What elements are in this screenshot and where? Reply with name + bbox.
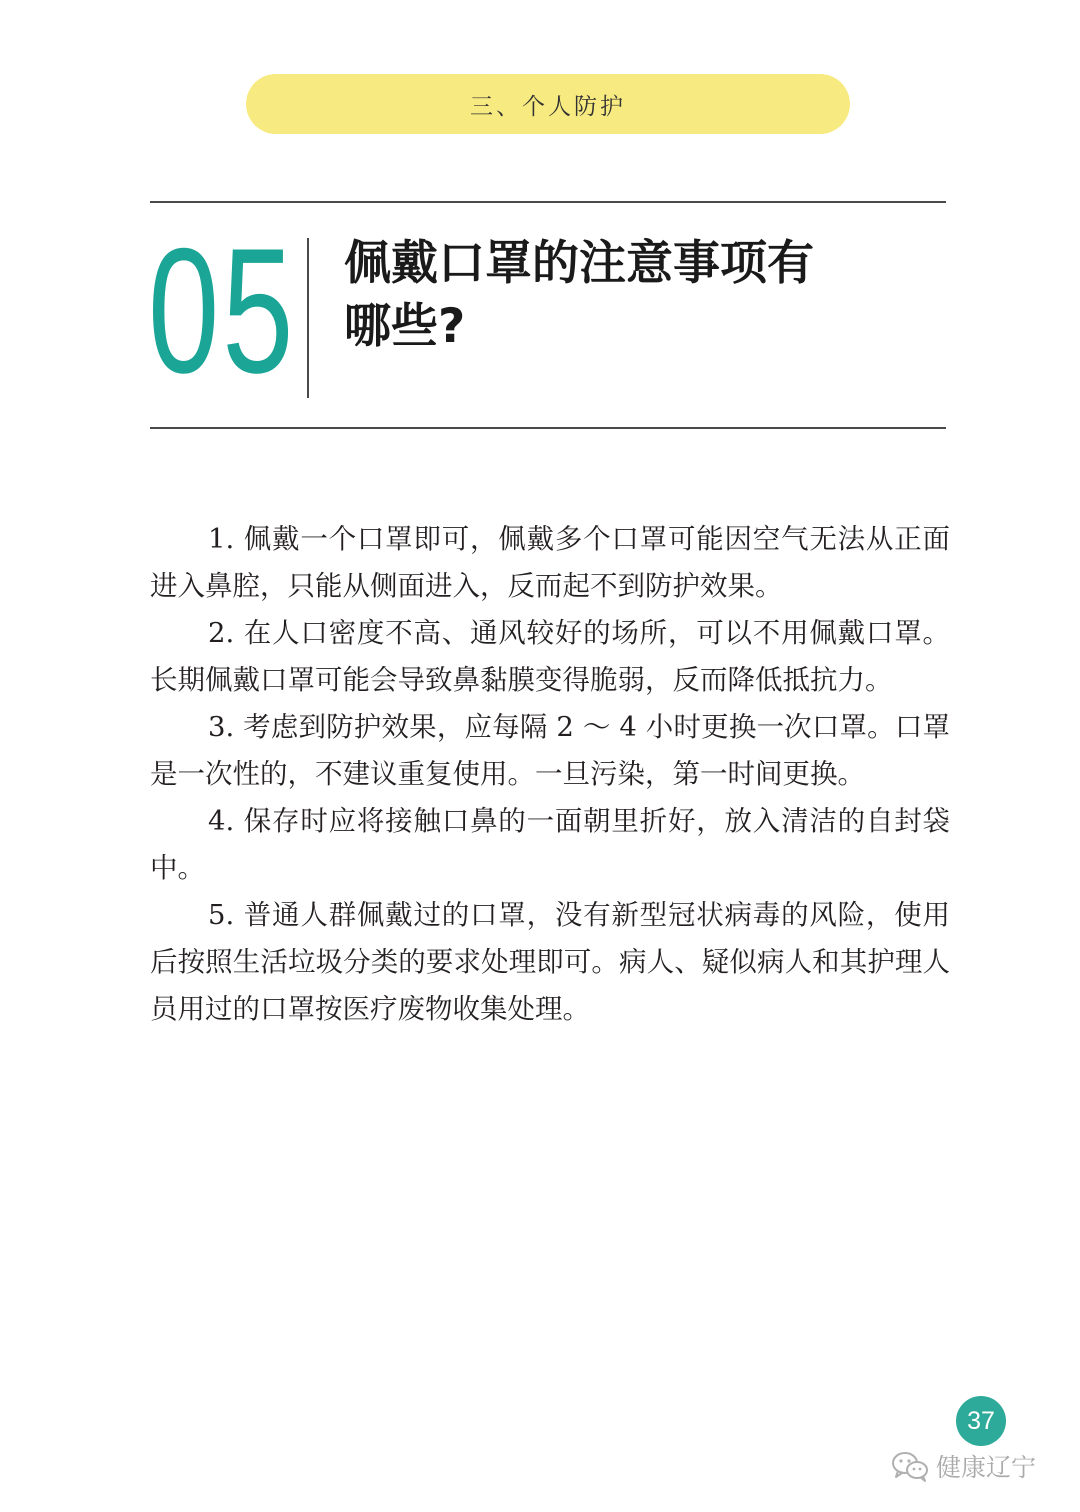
watermark [890,1446,1036,1486]
question-title-line-2: 哪些? [344,299,466,354]
bottom-divider [150,427,946,429]
question-title [344,232,904,358]
question-title-line-1: 佩戴口罩的注意事项有 [344,236,814,291]
answer-paragraph-1: 1. 佩戴一个口罩即可，佩戴多个口罩可能因空气无法从正面进入鼻腔，只能从侧面进入，反而起不到防护效果。 [150,523,950,602]
section-label: 三、个人防护 [470,93,626,120]
wechat-icon [890,1450,930,1482]
section-header-pill [246,74,850,134]
vertical-divider [307,238,309,398]
page-number: 37 [967,1406,995,1435]
answer-paragraph-5: 5. 普通人群佩戴过的口罩，没有新型冠状病毒的风险，使用后按照生活垃圾分类的要求处理即可。病人、疑似病人和其护理人员用过的口罩按医疗废物收集处理。 [150,899,950,1025]
answer-paragraph-4: 4. 保存时应将接触口鼻的一面朝里折好，放入清洁的自封袋中。 [150,805,950,884]
watermark-text: 健康辽宁 [936,1453,1037,1482]
question-number: 05 [148,211,297,410]
top-divider [150,201,946,203]
answer-body [150,516,950,1033]
answer-paragraph-3: 3. 考虑到防护效果，应每隔 2 ～ 4 小时更换一次口罩。口罩是一次性的，不建议重复使用。一旦污染，第一时间更换。 [150,711,950,790]
page-number-badge [956,1396,1006,1446]
answer-paragraph-2: 2. 在人口密度不高、通风较好的场所，可以不用佩戴口罩。长期佩戴口罩可能会导致鼻黏膜变得脆弱，反而降低抵抗力。 [150,617,950,696]
